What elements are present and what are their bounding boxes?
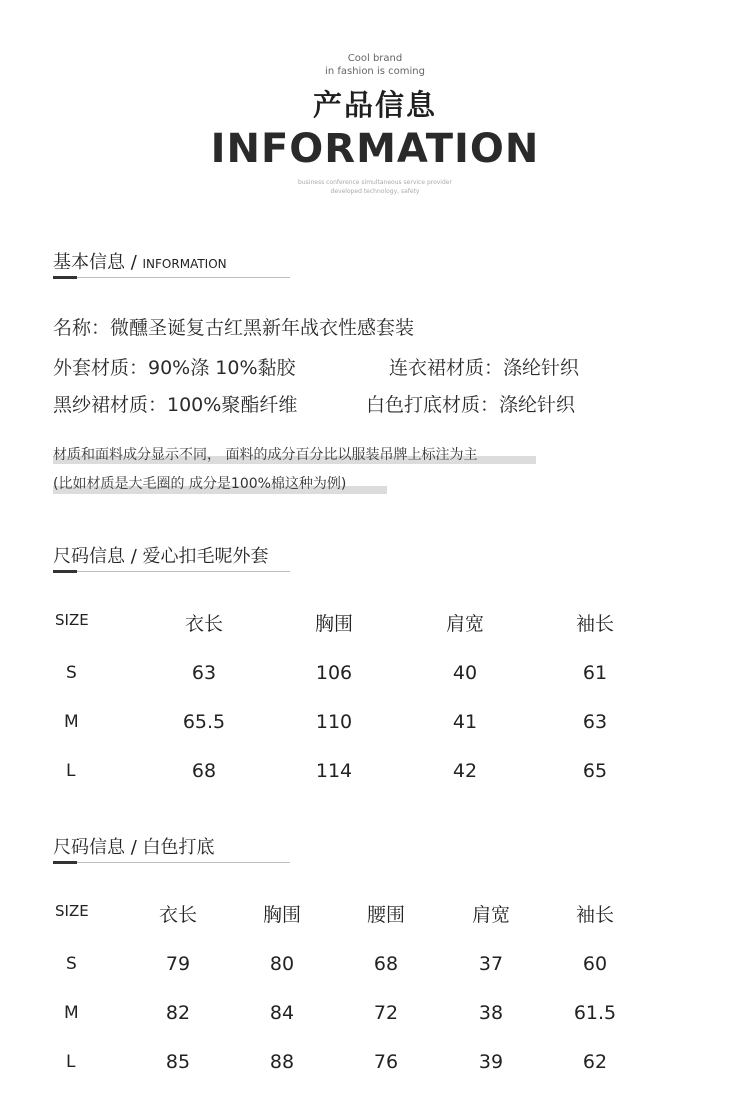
table-cell: 68 bbox=[191, 760, 217, 782]
table-cell: 63 bbox=[582, 711, 608, 733]
col-header: 腰围 bbox=[366, 904, 405, 926]
table-cell: 88 bbox=[269, 1051, 295, 1073]
table-cell: 79 bbox=[165, 953, 191, 975]
col-header: 胸围 bbox=[262, 904, 301, 926]
table-cell: 110 bbox=[315, 711, 353, 733]
col-header: 衣长 bbox=[184, 613, 223, 635]
table-cell: 80 bbox=[269, 953, 295, 975]
row-size: S bbox=[66, 663, 77, 683]
col-header: 肩宽 bbox=[445, 613, 484, 635]
base-material: 白色打底材质：涤纶针织 bbox=[366, 394, 576, 416]
gauze-material: 黑纱裙材质：100%聚酯纤维 bbox=[53, 394, 298, 416]
table-cell: 114 bbox=[315, 760, 353, 782]
basic-heading-en: INFORMATION bbox=[142, 257, 227, 271]
basic-heading-sep: / bbox=[125, 252, 143, 273]
table-cell: 72 bbox=[373, 1002, 399, 1024]
table-cell: 60 bbox=[582, 953, 608, 975]
heading-divider bbox=[53, 277, 290, 278]
heading-accent-bar bbox=[53, 861, 77, 864]
table-cell: 61 bbox=[582, 662, 608, 684]
table-cell: 42 bbox=[452, 760, 478, 782]
tagline-line-1: business conference simultaneous service provider bbox=[298, 179, 452, 186]
heading-divider bbox=[53, 571, 290, 572]
table-cell: 65.5 bbox=[182, 711, 226, 733]
col-header: 袖长 bbox=[575, 613, 614, 635]
table-cell: 37 bbox=[478, 953, 504, 975]
table-cell: 65 bbox=[582, 760, 608, 782]
table-cell: 76 bbox=[373, 1051, 399, 1073]
heading-accent-bar bbox=[53, 570, 77, 573]
table-cell: 63 bbox=[191, 662, 217, 684]
table-cell: 68 bbox=[373, 953, 399, 975]
heading-divider bbox=[53, 862, 290, 863]
col-header: 肩宽 bbox=[471, 904, 510, 926]
size-table-2-heading: 尺码信息 / 白色打底 bbox=[53, 833, 290, 863]
table-cell: 40 bbox=[452, 662, 478, 684]
table-cell: 85 bbox=[165, 1051, 191, 1073]
material-note-1: 材质和面料成分显示不同， 面料的成分百分比以服装吊牌上标注为主 bbox=[53, 447, 478, 463]
product-name: 名称：微醺圣诞复古红黑新年战衣性感套装 bbox=[53, 317, 415, 339]
brand-slogan bbox=[0, 52, 750, 78]
row-size: M bbox=[64, 1003, 79, 1023]
page-title-cn: 产品信息 bbox=[312, 88, 437, 122]
col-header: 袖长 bbox=[575, 904, 614, 926]
row-size: S bbox=[66, 954, 77, 974]
table-cell: 62 bbox=[582, 1051, 608, 1073]
basic-heading-cn: 基本信息 bbox=[53, 252, 125, 273]
size-label: SIZE bbox=[55, 902, 89, 920]
dress-material: 连衣裙材质：涤纶针织 bbox=[389, 357, 580, 379]
size-table-1-heading: 尺码信息 / 爱心扣毛呢外套 bbox=[53, 542, 290, 572]
table-cell: 61.5 bbox=[573, 1002, 617, 1024]
table-cell: 84 bbox=[269, 1002, 295, 1024]
table-cell: 39 bbox=[478, 1051, 504, 1073]
row-size: L bbox=[66, 1052, 76, 1072]
row-size: M bbox=[64, 712, 79, 732]
heading-accent-bar bbox=[53, 276, 77, 279]
row-size: L bbox=[66, 761, 76, 781]
material-note-2: (比如材质是大毛圈的 成分是100%棉这种为例) bbox=[53, 476, 347, 492]
tagline bbox=[0, 178, 750, 196]
brand-line-2: in fashion is coming bbox=[325, 66, 425, 77]
coat-material: 外套材质：90%涤 10%黏胶 bbox=[53, 357, 296, 379]
basic-info-heading bbox=[53, 248, 290, 278]
table-cell: 41 bbox=[452, 711, 478, 733]
size-label: SIZE bbox=[55, 611, 89, 629]
brand-line-1: Cool brand bbox=[347, 53, 403, 64]
col-header: 衣长 bbox=[158, 904, 197, 926]
table-cell: 106 bbox=[315, 662, 353, 684]
table-cell: 38 bbox=[478, 1002, 504, 1024]
table-cell: 82 bbox=[165, 1002, 191, 1024]
tagline-line-2: developed technology, safety bbox=[330, 188, 420, 195]
page-title-en: INFORMATION bbox=[210, 126, 540, 172]
col-header: 胸围 bbox=[314, 613, 353, 635]
